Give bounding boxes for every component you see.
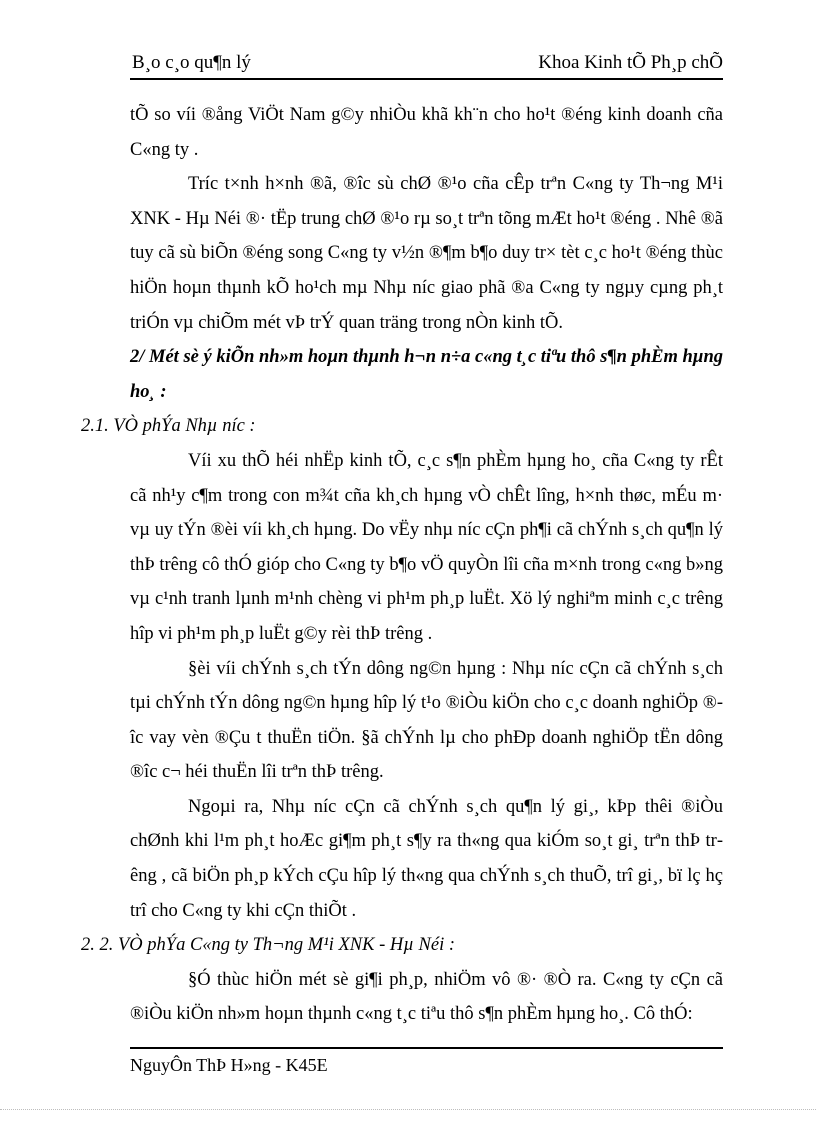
body-paragraph: tÕ so víi ®ång ViÖt Nam g©y nhiÒu khã kh¨n cho ho¹t ®éng kinh doanh cña C«ng ty . <box>130 105 723 160</box>
page-edge-divider <box>0 1109 816 1110</box>
body-paragraph: §èi víi chÝnh s¸ch tÝn dông ng©n hµng : Nhµ níc cÇn cã chÝnh s¸ch tµi chÝnh tÝn dông ng©n hµng hîp lý t¹o ®iÒu kiÖn cho c¸c doanh nghiÖp ®îc vay vèn ®Çu t thuËn tiÖn. §ã chÝnh lµ cho phÐp doanh nghiÖp tËn dông ®îc c¬ héi thuËn lîi trªn thÞ trêng. <box>130 658 723 783</box>
subsection-heading: 2. 2. VÒ phÝa C«ng ty Th¬ng M¹i XNK - Hµ Néi : <box>81 935 456 956</box>
subsection-heading: 2.1. VÒ phÝa Nhµ níc : <box>81 416 256 437</box>
page-header <box>130 52 723 80</box>
body-paragraph: §Ó thùc hiÖn mét sè gi¶i ph¸p, nhiÖm vô ®· ®Ò ra. C«ng ty cÇn cã ®iÒu kiÖn nh»m hoµn thµnh c«ng t¸c tiªu thô s¶n phÈm hµng ho¸. Cô thÓ: <box>130 969 723 1025</box>
page-footer <box>130 1047 723 1076</box>
document-body <box>81 98 723 1032</box>
section-heading: 2/ Mét sè ý kiÕn nh»m hoµn thµnh h¬n n÷a c«ng t¸c tiªu thô s¶n phÈm hµng ho¸ : <box>130 347 723 402</box>
body-paragraph: Tríc t×nh h×nh ®ã, ®îc sù chØ ®¹o cña cÊp trªn C«ng ty Th¬ng M¹i XNK - Hµ Néi ®· tËp trung chØ ®¹o rµ so¸t trªn tõng mÆt ho¹t ®éng . Nhê ®ã tuy cã sù biÕn ®éng song C«ng ty v½n ®¶m b¶o duy tr× tèt c¸c ho¹t ®éng thùc hiÖn hoµn thµnh kÕ ho¹ch mµ Nhµ níc giao phã ®a C«ng ty ngµy cµng ph¸t triÓn vµ chiÕm mét vÞ trÝ quan träng trong nÒn kinh tÕ. <box>130 174 723 333</box>
footer-author: NguyÔn ThÞ H»ng - K45E <box>130 1055 328 1075</box>
body-paragraph: Víi xu thÕ héi nhËp kinh tÕ, c¸c s¶n phÈm hµng ho¸ cña C«ng ty rÊt cã nh¹y c¶m trong con m¾t cña kh¸ch hµng vÒ chÊt lîng, h×nh thøc, mÉu m· vµ uy tÝn ®èi víi kh¸ch hµng. Do vËy nhµ níc cÇn ph¶i cã chÝnh s¸ch qu¶n lý thÞ trêng cô thÓ gióp cho C«ng ty b¶o vÖ quyÒn lîi cña m×nh trong c«ng b»ng vµ c¹nh tranh lµnh m¹nh chèng vi ph¹m ph¸p luËt. Xö lý nghiªm minh c¸c trêng hîp vi ph¹m ph¸p luËt g©y rèi thÞ trêng . <box>130 450 723 644</box>
header-faculty: Khoa Kinh tÕ Ph¸p chÕ <box>538 52 723 73</box>
header-report-title: B¸o c¸o qu¶n lý <box>132 52 251 73</box>
body-paragraph: Ngoµi ra, Nhµ níc cÇn cã chÝnh s¸ch qu¶n lý gi¸, kÞp thêi ®iÒu chØnh khi l¹m ph¸t hoÆc gi¶m ph¸t s¶y ra th«ng qua kiÓm so¸t gi¸ trªn thÞ trêng , cã biÖn ph¸p kÝch cÇu hîp lý th«ng qua chÝnh s¸ch thuÕ, trî gi¸, bï lç hç trî cho C«ng ty khi cÇn thiÕt . <box>130 796 723 921</box>
